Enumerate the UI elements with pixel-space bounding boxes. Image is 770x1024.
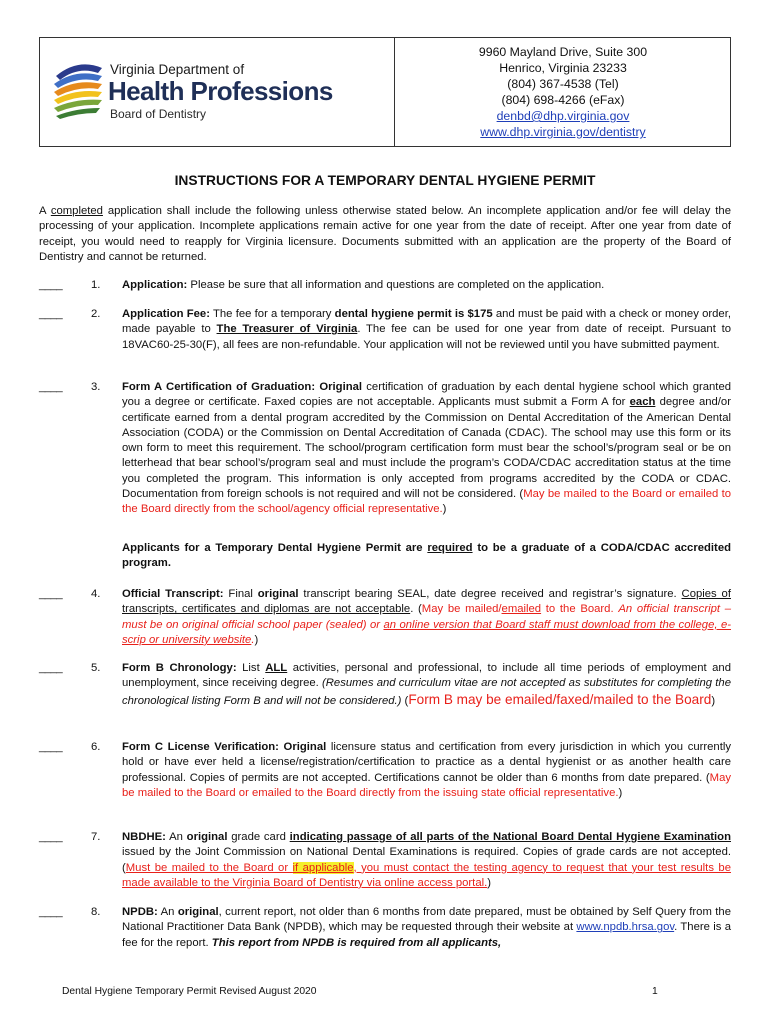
checkoff-blank: ____ [39,308,63,320]
website-link[interactable]: www.dhp.virginia.gov/dentistry [480,125,646,139]
logo-text-health-professions: Health Professions [108,76,333,106]
completed-underlined: completed [50,205,103,217]
address-line-2: Henrico, Virginia 23233 [499,61,627,75]
npdb-website-link[interactable]: www.npdb.hrsa.gov [576,921,675,934]
item-number: 1. [91,279,101,291]
item-text: NPDB: An original, current report, not older than 6 months from date prepared, must be obtained by Self Query from the National Practitioner Data Bank (NPDB), which may be requested through their website at www.npdb.hrsa.gov. There is a fee for the report. This report from NPDB is required from all applicants, [122,906,731,949]
item-number: 7. [91,831,101,843]
address-line-1: 9960 Mayland Drive, Suite 300 [478,45,648,59]
item-number: 8. [91,906,101,918]
phone-number: (804) 367-4538 (Tel) [507,77,619,91]
checkoff-blank: ____ [39,906,63,918]
logo-text-board: Board of Dentistry [110,107,207,121]
item-text: Application: Please be sure that all information and questions are completed on the application. [122,279,605,291]
item-text: Form B Chronology: List ALL activities, personal and professional, to include all time periods of employment and unemployment, since receiving degree. (Resumes and curriculum vitae are not accepted as substitutes for completing the chronological listing Form B and will not be considered.) (Form B may be emailed/faxed/mailed to the Board) [122,662,731,707]
intro-paragraph: A completed application shall include the following unless otherwise stated below. An incomplete application and/or fee will delay the processing of your application. Incomplete applications remain active for one year from the date of receipt. After one year from date of receipt, you would need to reapply for Virginia licensure. Documents submitted with an application are the property of the Board of Dentistry and cannot be returned. [39,205,731,263]
fax-number: (804) 698-4266 (eFax) [501,93,625,107]
item-number: 5. [91,662,101,674]
item-text: Official Transcript: Final original transcript bearing SEAL, date degree received and registrar’s signature. Copies of transcripts, certificates and diplomas are not acceptable. (May be mailed/emailed to the Board. An official transcript – must be on original official school paper (sealed) or an online version that Board staff must download from the college, e-scrip or university website.) [122,588,731,646]
item-number: 4. [91,588,101,600]
checkoff-blank: ____ [39,741,63,753]
item-text: Form C License Verification: Original licensure status and certification from every jurisdiction in which you currently hold or have ever held a license/registration/certification to practice as a dental hygienist or as another health care professional. Copies of permits are not accepted. Certifications cannot be older than 6 months from date prepared. (May be mailed to the Board or emailed to the Board directly from the issuing state official representative.) [122,741,732,799]
contact-block [395,44,731,140]
checkoff-blank: ____ [39,381,63,393]
page-number: 1 [652,986,658,997]
checkoff-blank: ____ [39,831,63,843]
item-number: 6. [91,741,101,753]
item-text: Application Fee: The fee for a temporary dental hygiene permit is $175 and must be paid with a check or money order, made payable to The Treasurer of Virginia. The fee can be used for one year from date of receipt. Pursuant to 18VAC60-25-30(F), all fees are non-refundable. Your application will not be reviewed until you have submitted payment. [122,308,732,351]
item-number: 3. [91,381,101,393]
logo-text-department: Virginia Department of [110,62,245,77]
page-title: INSTRUCTIONS FOR A TEMPORARY DENTAL HYGIENE PERMIT [174,173,596,188]
item-number: 2. [91,308,101,320]
agency-logo [52,56,352,126]
footer-revision-note: Dental Hygiene Temporary Permit Revised August 2020 [62,986,317,997]
item-text: NBDHE: An original grade card indicating passage of all parts of the National Board Dental Hygiene Examination issued by the Joint Commission on National Dental Examinations is required. Copies of grade cards are not accepted. (Must be mailed to the Board or if applicable, you must contact the testing agency to request that your test results be made available to the Virginia Board of Dentistry via online access portal.) [122,831,731,889]
highlighted-if-applicable: if applicable [292,861,354,874]
checkoff-blank: ____ [39,662,63,674]
email-link[interactable]: denbd@dhp.virginia.gov [496,109,630,123]
checkoff-blank: ____ [39,588,63,600]
dhp-logo-icon [52,60,104,120]
item-text: Form A Certification of Graduation: Original certification of graduation by each dental hygiene school which granted you a degree or certificate. Faxed copies are not acceptable. Applicants must submit a Form A for each degree and/or certificate earned from a dental program accredited by the Commission on Dental Accreditation of the American Dental Association (CODA) or the Commission on Dental Accreditation of Canada (CDAC). The school may use this form or its own form to meet this requirement. The school/program certification form must bear the school’s/program seal or be on letterhead that bear school’s/program seal and must include the program’s CODA/CDAC accreditation status at the time you completed the program. This information is only accepted from programs accredited by the CODA or CDAC. Documentation from foreign schools is not required and will not be considered. (May be mailed to the Board or emailed to the Board directly from the school/agency official representative.) [122,381,732,516]
checkoff-blank: ____ [39,279,63,291]
letterhead [39,37,731,147]
